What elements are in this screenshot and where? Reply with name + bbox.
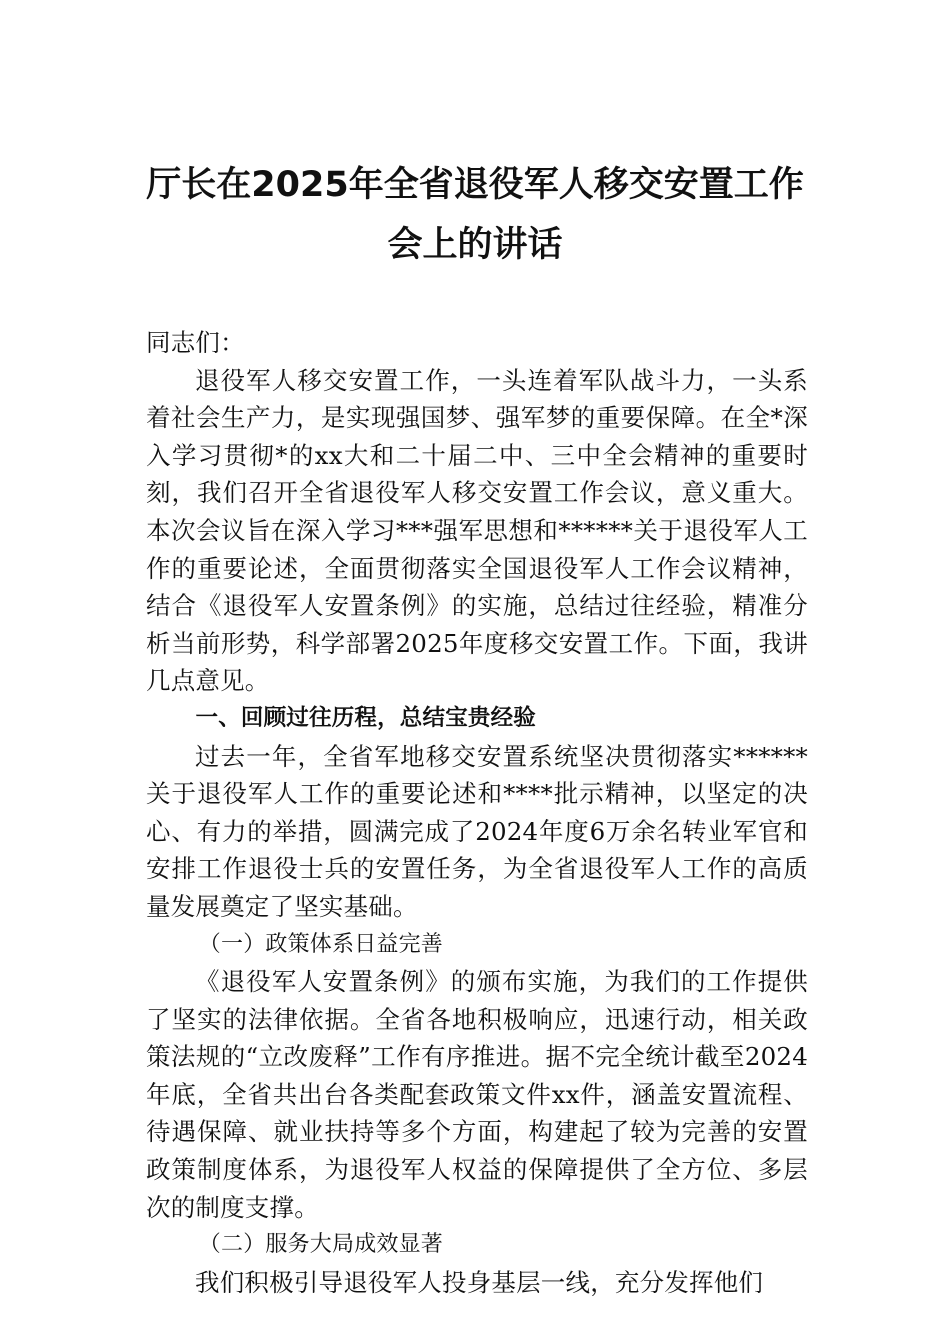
title-line-1: 厅长在2025年全省退役军人移交安置工作	[146, 165, 804, 205]
subsection-heading-2: （二）服务大局成效显著	[198, 1232, 443, 1258]
paragraph-service: 我们积极引导退役军人投身基层一线，充分发挥他们	[195, 1267, 764, 1297]
salutation: 同志们：	[146, 328, 245, 357]
title-line-2: 会上的讲话	[387, 225, 563, 265]
paragraph-review: 过去一年，全省军地移交安置系统坚决贯彻落实******关于退役军人工作的重要论述和****批示精神，以坚定的决心、有力的举措，圆满完成了2024年度6万余名转业军官和安排工作退役士兵的安置任务，为全省退役军人工作的高质量发展奠定了坚实基础。	[146, 741, 808, 921]
paragraph-policy: 《退役军人安置条例》的颁布实施，为我们的工作提供了坚实的法律依据。全省各地积极响应，迅速行动，相关政策法规的“立改废释”工作有序推进。据不完全统计截至2024年底，全省共出台各类配套政策文件xx件，涵盖安置流程、待遇保障、就业扶持等多个方面，构建起了较为完善的安置政策制度体系，为退役军人权益的保障提供了全方位、多层次的制度支撑。	[146, 967, 808, 1222]
subsection-heading-1: （一）政策体系日益完善	[198, 931, 443, 957]
paragraph-intro: 退役军人移交安置工作，一头连着军队战斗力，一头系着社会生产力，是实现强国梦、强军梦的重要保障。在全*深入学习贯彻*的xx大和二十届二中、三中全会精神的重要时刻，我们召开全省退役军人移交安置工作会议，意义重大。本次会议旨在深入学习***强军思想和******关于退役军人工作的重要论述，全面贯彻落实全国退役军人工作会议精神，结合《退役军人安置条例》的实施，总结过往经验，精准分析当前形势，科学部署2025年度移交安置工作。下面，我讲几点意见。	[146, 365, 808, 696]
section-heading-1: 一、回顾过往历程，总结宝贵经验	[195, 704, 537, 731]
document-body	[146, 324, 808, 1301]
document-title	[100, 155, 850, 275]
